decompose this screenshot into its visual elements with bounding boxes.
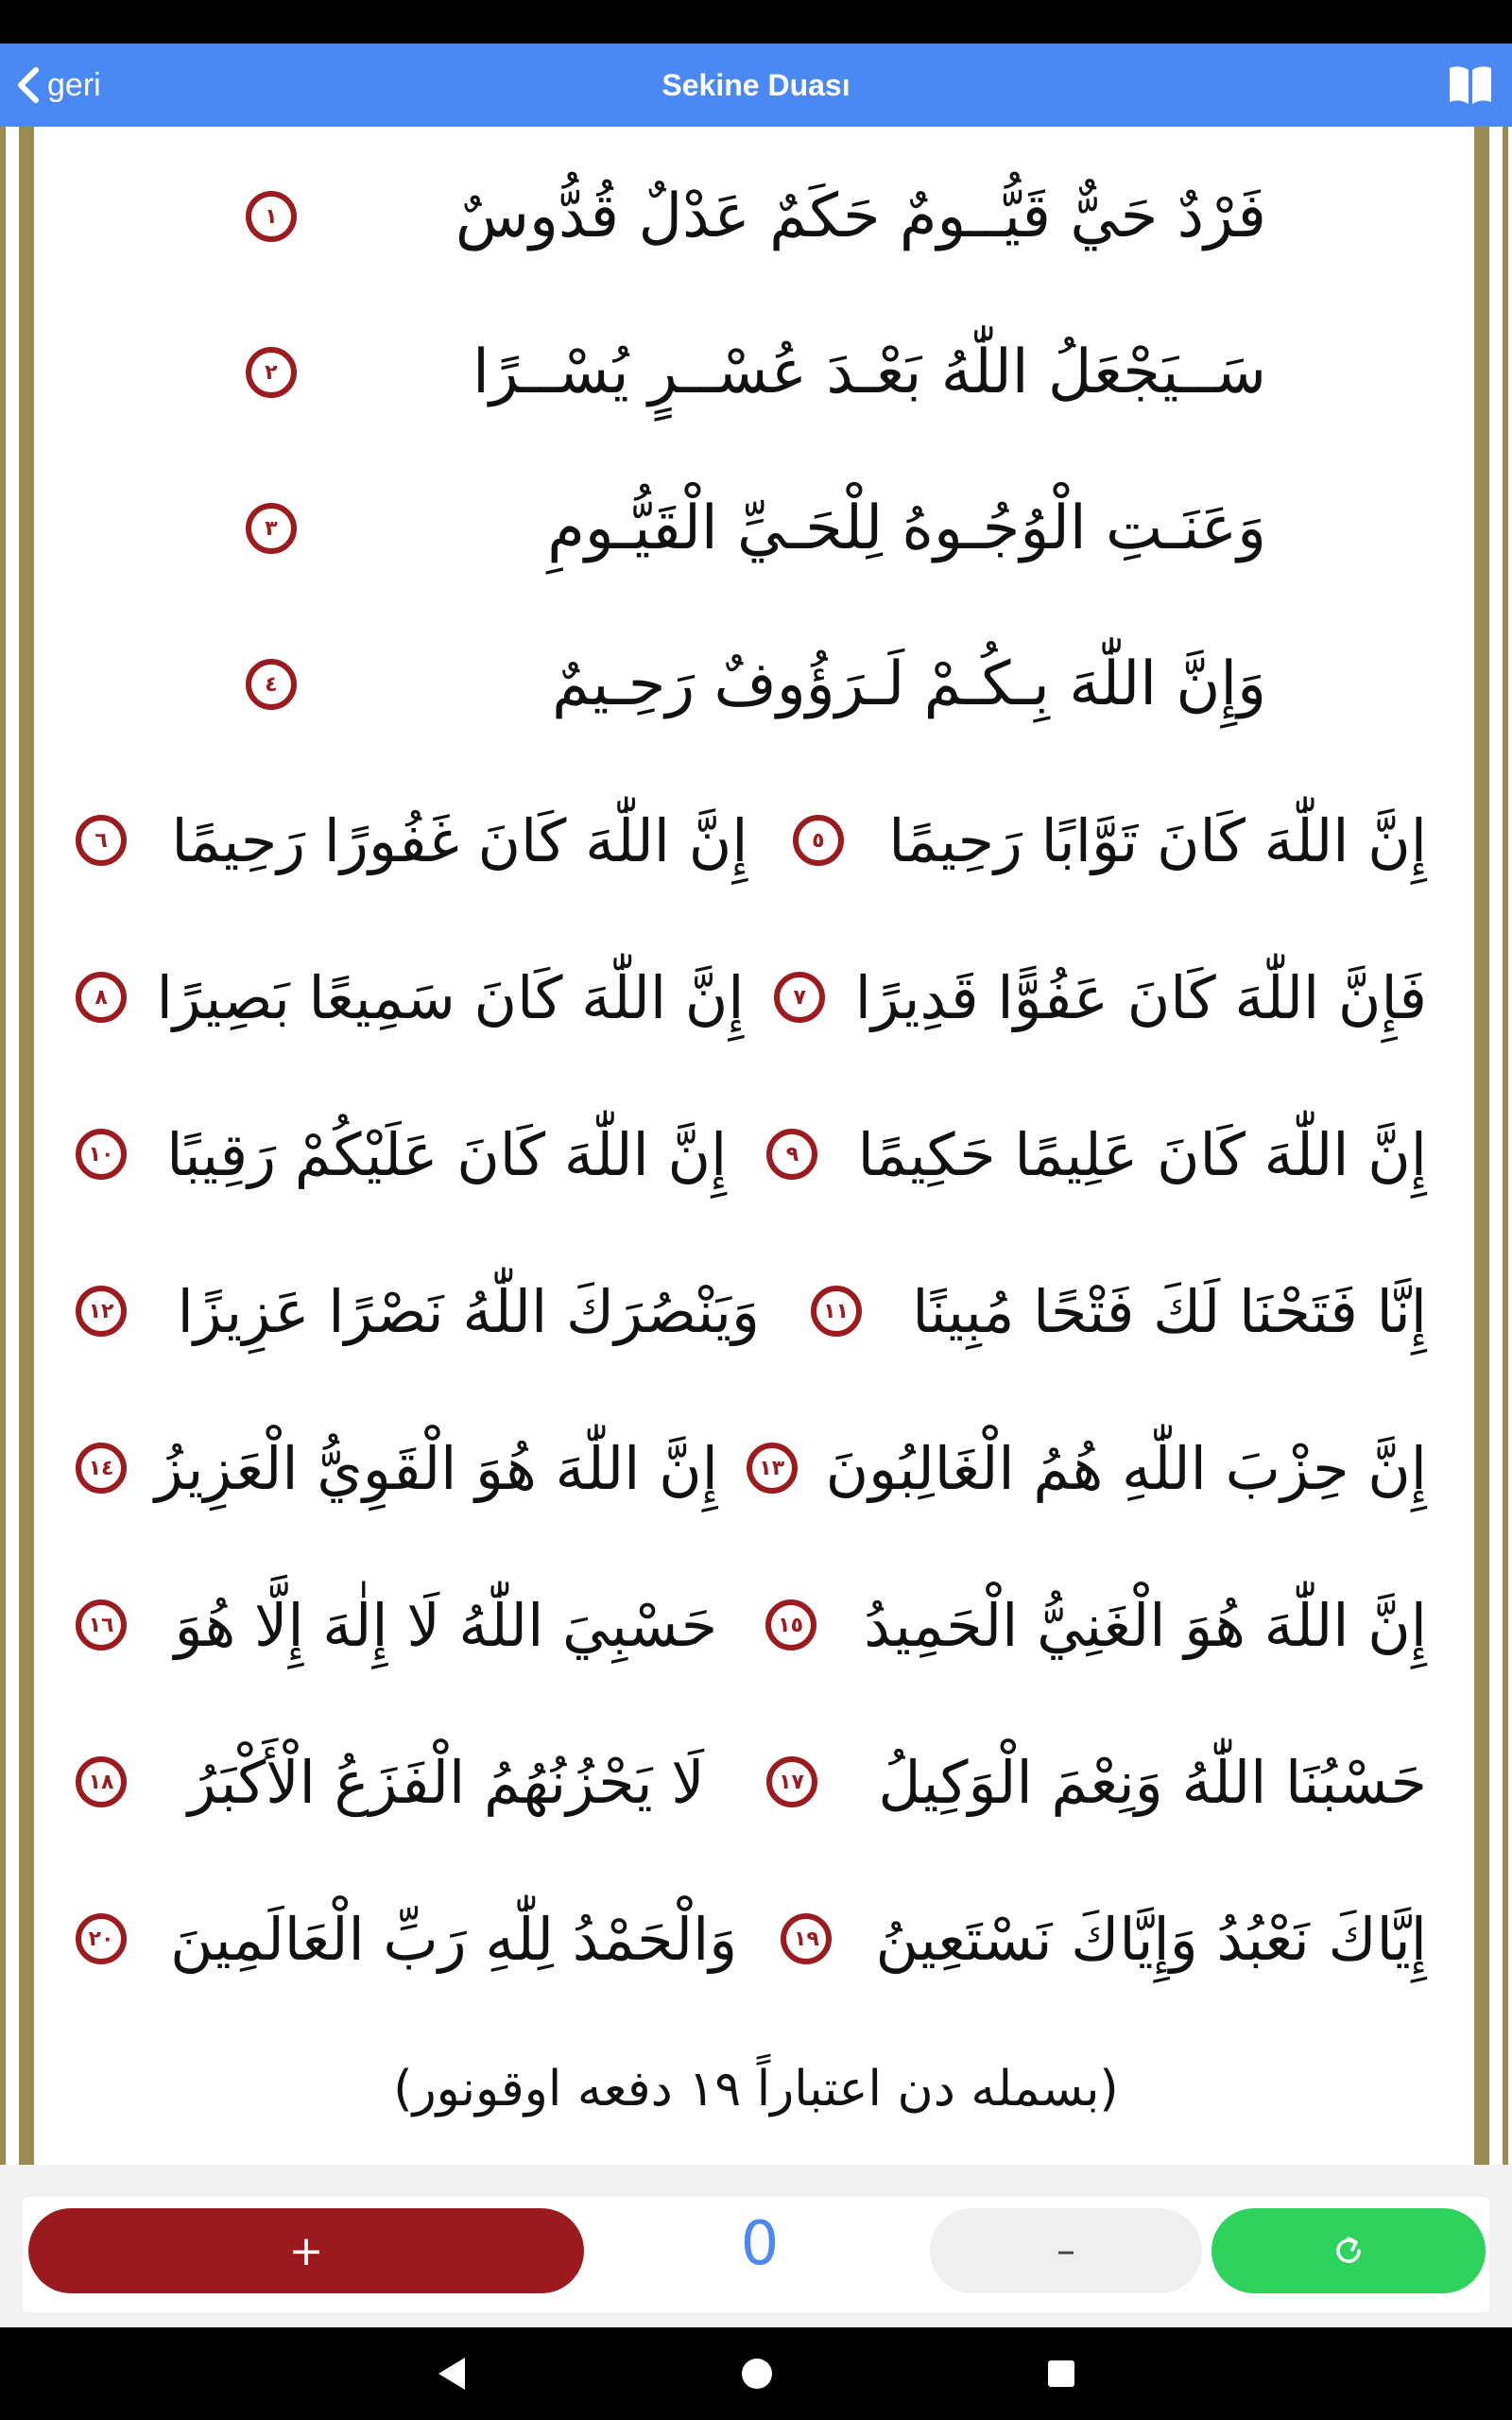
verse-text: سَــيَجْعَلُ اللّٰهُ بَعْـدَ عُسْــرٍ يُسْــرًا — [472, 337, 1266, 407]
recitation-note: (بسمله دن اعتباراً ١٩ دفعه اوقونور) — [393, 2061, 1119, 2118]
ayah-number-marker: ٤ — [246, 659, 297, 710]
refresh-icon — [1331, 2233, 1366, 2269]
page-border — [19, 127, 34, 2165]
verse-line — [76, 1573, 1427, 1677]
verse-line — [246, 164, 1266, 268]
page-border — [1474, 127, 1489, 2165]
ayah-number-marker: ٢٠ — [76, 1913, 127, 1964]
verse-line — [76, 1416, 1427, 1520]
ayah-number-marker: ٨ — [76, 972, 127, 1023]
decrement-button[interactable] — [930, 2208, 1202, 2293]
verse-text: وَيَنْصُرَكَ اللّٰهُ نَصْرًا عَزِيزًا — [177, 1276, 760, 1346]
verse-text: إِنَّ اللّٰهَ كَانَ عَلِيمًا حَكِيمًا — [857, 1119, 1427, 1189]
verse-text: حَسْبِيَ اللّٰهُ لَا إِلٰهَ إِلَّا هُوَ — [174, 1590, 718, 1660]
verse-text: إِنَّ اللّٰهَ هُوَ الْقَوِيُّ الْعَزِيزُ — [154, 1433, 718, 1503]
ayah-number-marker: ٩ — [766, 1129, 817, 1180]
back-button[interactable] — [13, 43, 101, 127]
ayah-number-marker: ١٥ — [765, 1599, 816, 1651]
verse-text: حَسْبُنَا اللّٰهُ وَنِعْمَ الْوَكِيلُ — [878, 1747, 1427, 1817]
ayah-number-marker: ١٠ — [76, 1129, 127, 1180]
back-label: geri — [47, 66, 101, 103]
verse-line — [76, 1102, 1427, 1206]
verse-text: إِنَّ حِزْبَ اللّٰهِ هُمُ الْغَالِبُونَ — [825, 1433, 1427, 1503]
verse-line — [76, 1887, 1427, 1991]
system-home-icon[interactable] — [740, 2357, 774, 2391]
ayah-number-marker: ١٧ — [766, 1756, 817, 1807]
counter-toolbar — [0, 2165, 1512, 2327]
decrement-label: – — [1057, 2229, 1075, 2273]
system-recents-icon[interactable] — [1046, 2359, 1076, 2389]
ayah-number-marker: ١٦ — [76, 1599, 127, 1651]
verse-line — [76, 945, 1427, 1049]
verse-text: وَإِنَّ اللّٰهَ بِـكُـمْ لَـرَؤُوفٌ رَحِـيمٌ — [552, 649, 1266, 719]
ayah-number-marker: ١٢ — [76, 1286, 127, 1337]
increment-label: + — [288, 2226, 324, 2275]
ayah-number-marker: ١٣ — [747, 1443, 798, 1494]
verse-text: لَا يَحْزُنُهُمُ الْفَزَعُ الْأَكْبَرُ — [187, 1747, 705, 1817]
system-navigation-bar — [0, 2327, 1512, 2420]
page-border — [0, 127, 6, 2165]
verse-text: وَالْحَمْدُ لِلّٰهِ رَبِّ الْعَالَمِينَ — [170, 1904, 738, 1974]
verse-text: إِنَّا فَتَحْنَا لَكَ فَتْحًا مُبِينًا — [912, 1276, 1427, 1346]
verse-line — [76, 788, 1427, 892]
reset-button[interactable] — [1211, 2208, 1486, 2293]
ayah-number-marker: ٥ — [793, 815, 844, 866]
toolbar-panel — [23, 2197, 1489, 2312]
verse-text: وَعَنَـتِ الْوُجُـوهُ لِلْحَـيِّ الْقَيُّـومِ — [547, 493, 1266, 563]
ayah-number-marker: ١٤ — [76, 1443, 127, 1494]
verse-text: إِنَّ اللّٰهَ كَانَ تَوَّابًا رَحِيمًا — [888, 805, 1427, 875]
verse-line — [246, 632, 1266, 736]
verse-line — [246, 320, 1266, 424]
system-back-icon[interactable] — [435, 2356, 469, 2392]
verse-line — [76, 1730, 1427, 1834]
prayer-page — [0, 127, 1512, 2165]
ayah-number-marker: ٦ — [76, 815, 127, 866]
ayah-number-marker: ٣ — [246, 503, 297, 554]
verse-text: فَرْدٌ حَيٌّ قَيُّــومٌ حَكَمٌ عَدْلٌ قُدُّوسٌ — [455, 182, 1266, 251]
verse-text: إِيَّاكَ نَعْبُدُ وَإِيَّاكَ نَسْتَعِينُ — [875, 1904, 1427, 1974]
counter-value: 0 — [740, 2209, 780, 2279]
verse-text: إِنَّ اللّٰهَ هُوَ الْغَنِيُّ الْحَمِيدُ — [864, 1590, 1427, 1660]
verse-text: إِنَّ اللّٰهَ كَانَ سَمِيعًا بَصِيرًا — [156, 962, 745, 1032]
verse-text: فَإِنَّ اللّٰهَ كَانَ عَفُوًّا قَدِيرًا — [854, 962, 1427, 1032]
ayah-number-marker: ١ — [246, 191, 297, 242]
chevron-left-icon — [13, 64, 42, 106]
status-bar — [0, 0, 1512, 43]
ayah-number-marker: ١٨ — [76, 1756, 127, 1807]
page-border — [1503, 127, 1508, 2165]
ayah-number-marker: ١١ — [811, 1286, 862, 1337]
navigation-bar — [0, 43, 1512, 127]
ayah-number-marker: ٧ — [774, 972, 825, 1023]
verse-text: إِنَّ اللّٰهَ كَانَ عَلَيْكُمْ رَقِيبًا — [166, 1119, 728, 1189]
verse-text: إِنَّ اللّٰهَ كَانَ غَفُورًا رَحِيمًا — [171, 805, 748, 875]
ayah-number-marker: ٢ — [246, 347, 297, 398]
verse-line — [76, 1259, 1427, 1363]
increment-button[interactable] — [28, 2208, 584, 2293]
page-title: Sekine Duası — [662, 67, 850, 102]
verse-line — [246, 476, 1266, 580]
book-open-icon[interactable] — [1446, 60, 1495, 110]
ayah-number-marker: ١٩ — [781, 1913, 832, 1964]
